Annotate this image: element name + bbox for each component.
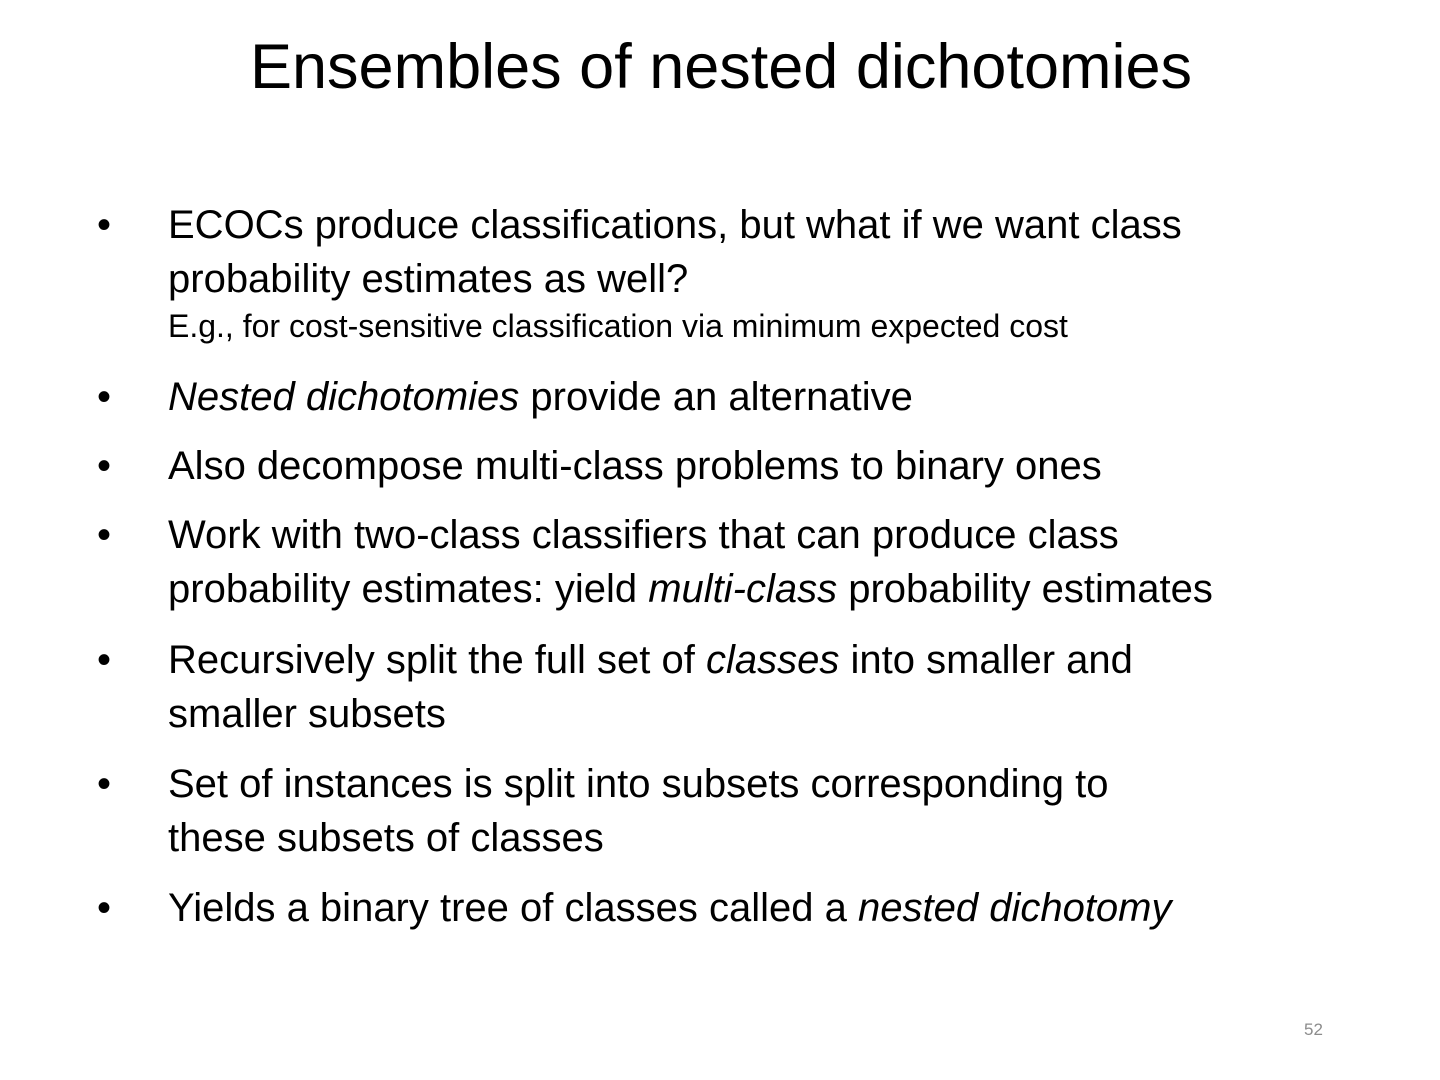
bullet-line-pre: Recursively split the full set of — [168, 638, 706, 682]
italic-term: nested dichotomy — [857, 886, 1172, 930]
bullet-text — [168, 439, 1428, 493]
italic-term: classes — [706, 638, 840, 682]
bullet-line-pre: Yields a binary tree of classes called a — [168, 886, 858, 930]
bullet-line: Work with two-class classifiers that can produce class — [168, 513, 1119, 557]
bullet-text — [168, 198, 1428, 348]
bullet-line — [168, 881, 1428, 935]
bullet-text — [168, 757, 1428, 865]
bullet-marker: • — [97, 513, 112, 557]
bullet-line: Also decompose multi-class problems to binary ones — [168, 444, 1102, 488]
bullet-marker: • — [97, 444, 112, 488]
bullet-line: these subsets of classes — [168, 816, 604, 860]
bullet-line — [168, 633, 1428, 687]
bullet-line-rest: provide an alternative — [519, 375, 913, 419]
italic-term: multi-class — [648, 567, 838, 611]
bullet-marker: • — [97, 638, 112, 682]
bullet-marker: • — [97, 203, 112, 247]
page-number: 52 — [1304, 1020, 1323, 1039]
bullet-line — [168, 562, 1428, 616]
bullet-line: probability estimates as well? — [168, 257, 689, 301]
bullet-line: ECOCs produce classifications, but what if we want class — [168, 203, 1182, 247]
bullet-line: Set of instances is split into subsets corresponding to — [168, 762, 1109, 806]
bullet-line-post: probability estimates — [837, 567, 1213, 611]
slide-title: Ensembles of nested dichotomies — [250, 32, 1193, 102]
bullet-subtext: E.g., for cost-sensitive classification via minimum expected cost — [168, 308, 1068, 344]
bullet-text — [168, 508, 1428, 616]
bullet-line-pre: probability estimates: yield — [168, 567, 649, 611]
bullet-marker: • — [97, 375, 112, 419]
bullet-text — [168, 881, 1428, 935]
italic-term: Nested dichotomies — [168, 375, 520, 419]
bullet-line-post: into smaller and — [839, 638, 1133, 682]
bullet-line — [168, 370, 1428, 424]
bullet-marker: • — [97, 762, 112, 806]
bullet-text — [168, 633, 1428, 741]
bullet-line: smaller subsets — [168, 692, 446, 736]
bullet-text — [168, 370, 1428, 424]
bullet-marker: • — [97, 886, 112, 930]
